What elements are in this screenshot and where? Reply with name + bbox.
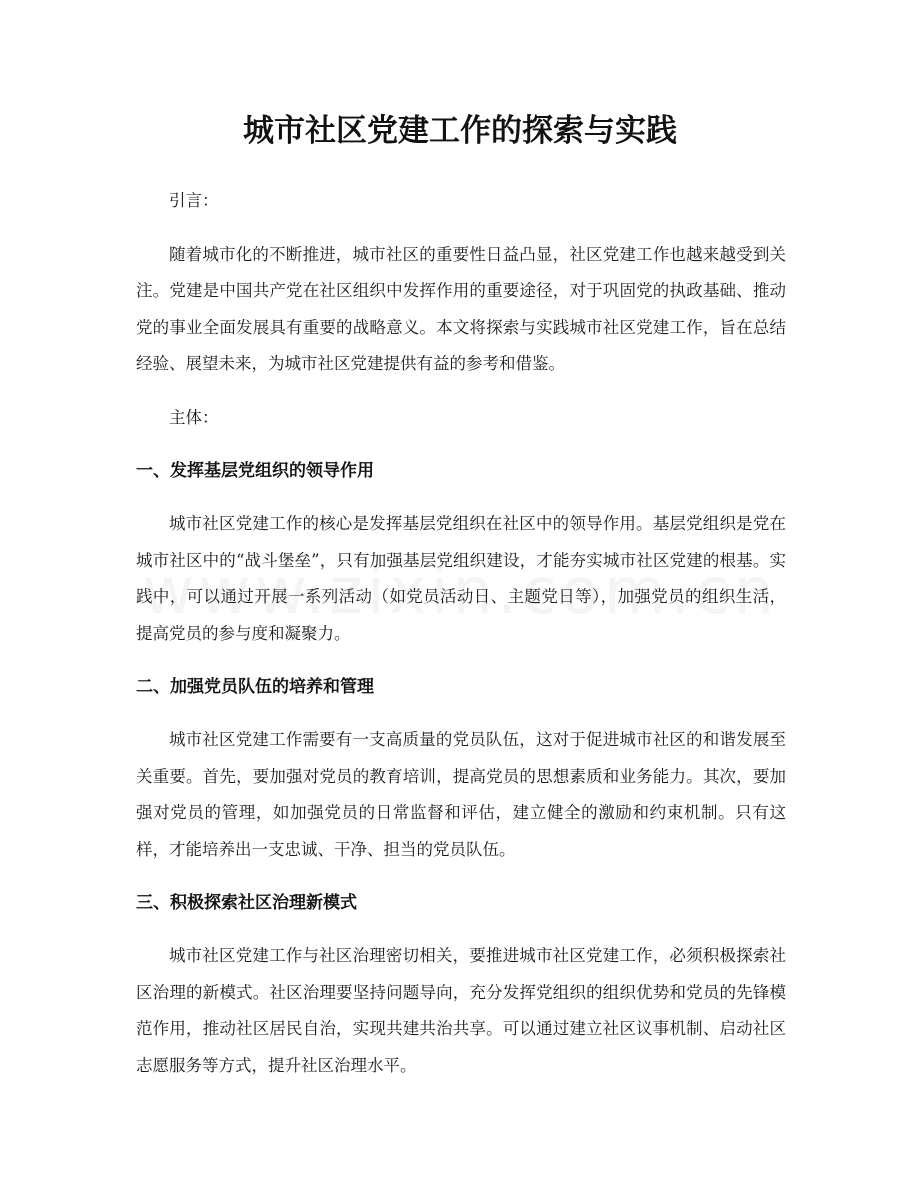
section-paragraph-2: 城市社区党建工作需要有一支高质量的党员队伍，这对于促进城市社区的和谐发展至关重要。首先，要加强对党员的教育培训，提高党员的思想素质和业务能力。其次，要加强对党员的管理，如加强党员的日常监督和评估，建立健全的激励和约束机制。只有这样，才能培养出一支忠诚、干净、担当的党员队伍。: [136, 730, 786, 859]
section-heading-2: 二、加强党员队伍的培养和管理: [136, 677, 374, 697]
intro-label: 引言：: [169, 191, 219, 210]
document-title: 城市社区党建工作的探索与实践: [243, 113, 677, 149]
body-label: 主体：: [169, 407, 219, 427]
section-paragraph-3: 城市社区党建工作与社区治理密切相关，要推进城市社区党建工作，必须积极探索社区治理的新模式。社区治理要坚持问题导向，充分发挥党组织的组织优势和党员的先锋模范作用，推动社区居民自治，实现共建共治共享。可以通过建立社区议事机制、启动社区志愿服务等方式，提升社区治理水平。: [136, 946, 786, 1075]
section-heading-1: 一、发挥基层党组织的领导作用: [136, 461, 374, 481]
intro-paragraph: 随着城市化的不断推进，城市社区的重要性日益凸显，社区党建工作也越来越受到关注。党建是中国共产党在社区组织中发挥作用的重要途径，对于巩固党的执政基础、推动党的事业全面发展具有重要的战略意义。本文将探索与实践城市社区党建工作，旨在总结经验、展望未来，为城市社区党建提供有益的参考和借鉴。: [136, 244, 786, 373]
section-paragraph-1: 城市社区党建工作的核心是发挥基层党组织在社区中的领导作用。基层党组织是党在城市社区中的“战斗堡垒”，只有加强基层党组织建设，才能夯实城市社区党建的根基。实践中，可以通过开展一系列活动（如党员活动日、主题党日等），加强党员的组织生活，提高党员的参与度和凝聚力。: [136, 514, 786, 643]
section-heading-3: 三、积极探索社区治理新模式: [136, 893, 357, 913]
document-body: [136, 183, 786, 1084]
